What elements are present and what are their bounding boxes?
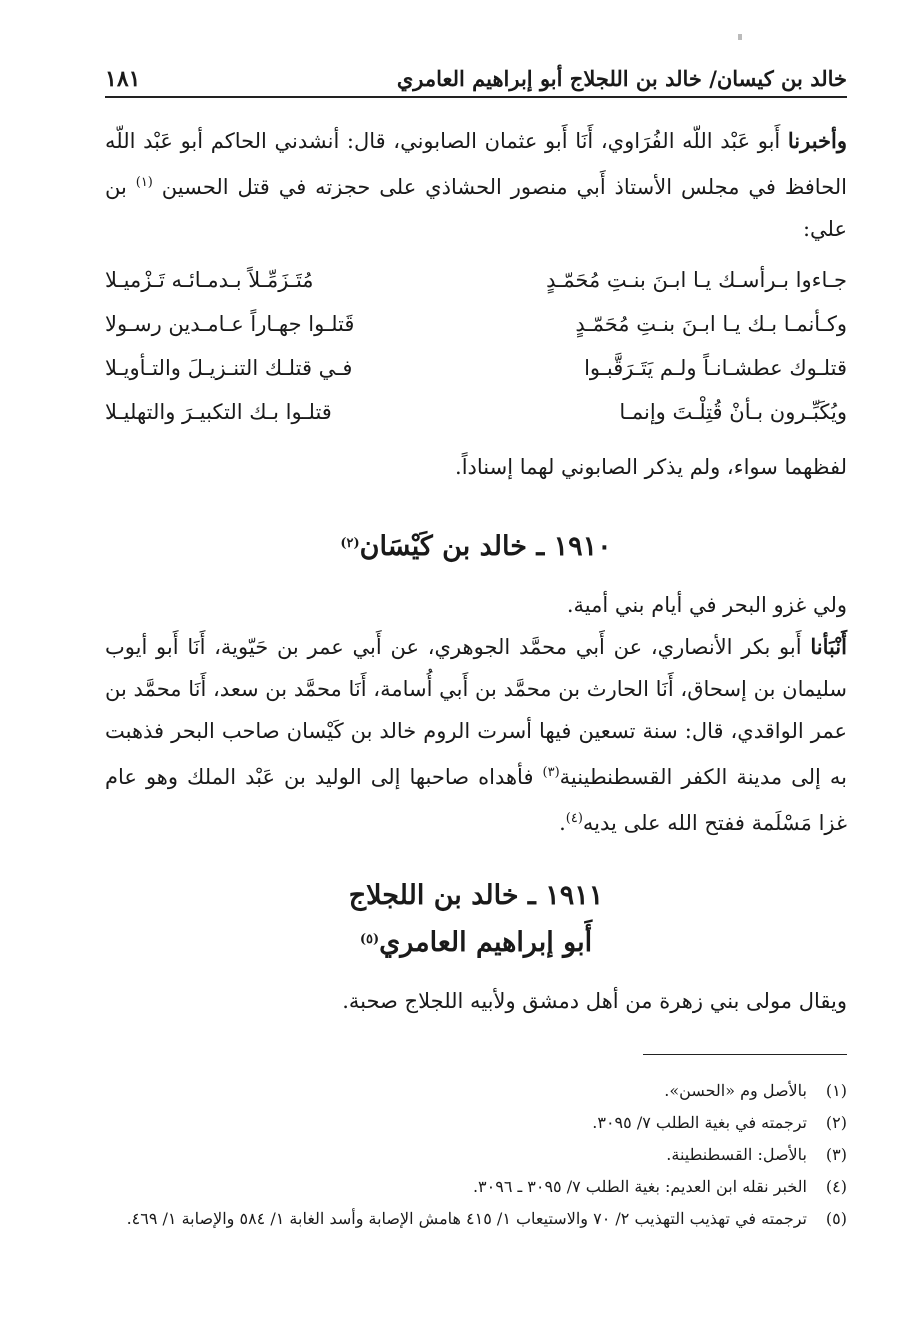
footnote-separator — [643, 1054, 847, 1055]
paragraph-note: لفظهما سواء، ولم يذكر الصابوني لهما إسناداً. — [455, 455, 847, 479]
heading-text: أَبو إبراهيم العامري — [379, 927, 593, 958]
hemistich-left: قتلـوا بـك التكبيـرَ والتهليـلا — [105, 400, 332, 424]
footnote — [100, 1108, 847, 1138]
verse-row — [105, 258, 847, 302]
paragraph-intro — [105, 120, 847, 250]
footnote-number: (٢) — [825, 1113, 847, 1132]
footnote — [100, 1204, 847, 1234]
header-title: خالد بن كيسان/ خالد بن اللجلاج أبو إبراهيم العامري — [396, 66, 847, 91]
poem — [105, 258, 847, 434]
paragraph-tail: . — [559, 811, 566, 835]
heading-text: ١٩١٠ ـ خالد بن كَيْسَان — [359, 531, 612, 562]
paragraph-bio: ولي غزو البحر في أيام بني أمية. — [566, 593, 847, 617]
hemistich-right: ويُكَبِّـرون بـأنْ قُتِلْـتَ وإنمـا — [619, 400, 847, 424]
chain-keyword: أَنْبَأنا — [810, 634, 847, 659]
page-number: ١٨١ — [105, 66, 141, 92]
scan-mark — [738, 34, 742, 40]
paragraph-text: أَبو بكر الأنصاري، عن أَبي محمَّد الجوهري، عن أَبي عمر بن حَيّوية، أَنَا أَبو أيوب سليمان بن إسحاق، أَنَا الحارث بن محمَّد بن أَبي أُسامة، أَنَا محمَّد بن سعد، أَنَا محمَّد بن عمر الواقدي، قال: سنة تسعين فيها أسرت الروم خالد بن كَيْسان صاحب البحر فذهبت به إلى مدينة الكفر القسطنطينية — [105, 635, 848, 789]
footnote-text: بالأصل: القسطنطينة. — [666, 1145, 807, 1164]
footnote-number: (١) — [825, 1081, 847, 1100]
entry-heading-1911 — [105, 874, 847, 965]
verse-row — [105, 390, 847, 434]
footnote — [100, 1140, 847, 1170]
footnote-number: (٤) — [825, 1177, 847, 1196]
footnote-text: الخبر نقله ابن العديم: بغية الطلب ٧/ ٣٠٩٥ ـ ٣٠٩٦. — [472, 1177, 807, 1196]
paragraph-text: فأهداه صاحبها إلى الوليد بن عَبْد الملك وهو عام غزا مَسْلَمة ففتح الله على يديه — [105, 765, 847, 835]
footnote — [100, 1076, 847, 1106]
footnote-text: ترجمته في تهذيب التهذيب ٢/ ٧٠ والاستيعاب ١/ ٤١٥ هامش الإصابة وأسد الغابة ١/ ٥٨٤ والإصابة ١/ ٤٦٩. — [126, 1209, 807, 1228]
footnote-number: (٥) — [825, 1209, 847, 1228]
hemistich-right: جـاءوا بـرأسـك يـا ابـنَ بنـتِ مُحَمّـدٍ — [546, 268, 847, 292]
footnote-text: بالأصل وم «الحسن». — [664, 1081, 807, 1100]
running-header — [105, 62, 847, 98]
heading-line: ١٩١١ ـ خالد بن اللجلاج — [348, 880, 604, 911]
footnote-ref: (١) — [135, 175, 153, 190]
hemistich-left: مُتَـزَمِّـلاً بـدمـائـه تَـزْميـلا — [105, 268, 314, 292]
footnote-ref: (٤) — [565, 811, 583, 826]
verse-row — [105, 302, 847, 346]
hemistich-left: فـي قتلـك التنـزيـلَ والتـأويـلا — [105, 356, 353, 380]
footnote-ref: (٥) — [359, 932, 380, 947]
heading-line-2 — [105, 918, 847, 965]
verse-row — [105, 346, 847, 390]
footnote — [100, 1172, 847, 1202]
chain-keyword: وأخبرنا — [787, 128, 847, 153]
hemistich-left: قَتلـوا جهـاراً عـامـدين رسـولا — [105, 312, 355, 336]
hemistich-right: قتلـوك عطشـانـاً ولـم يَتَـرَقَّبـوا — [584, 356, 847, 380]
footnote-ref: (٣) — [542, 765, 560, 780]
entry-heading-1910 — [105, 522, 847, 569]
footnote-ref: (٢) — [340, 536, 360, 551]
footnote-text: ترجمته في بغية الطلب ٧/ ٣٠٩٥. — [592, 1113, 807, 1132]
footnote-number: (٣) — [825, 1145, 847, 1164]
paragraph-bio-2: ويقال مولى بني زهرة من أهل دمشق ولأبيه اللجلاج صحبة. — [342, 989, 847, 1013]
paragraph-tail: بن علي: — [105, 175, 847, 241]
hemistich-right: وكـأنمـا بـك يـا ابـنَ بنـتِ مُحَمّـدٍ — [575, 312, 847, 336]
paragraph-chain — [105, 626, 847, 844]
paragraph-text: أَبو عَبْد اللّه الفُرَاوي، أَنَا أَبو عثمان الصابوني، قال: أنشدني الحاكم أبو عَبْد اللّه الحافظ في مجلس الأستاذ أَبي منصور الحشاذي على حجزته في قتل الحسين — [105, 129, 847, 199]
